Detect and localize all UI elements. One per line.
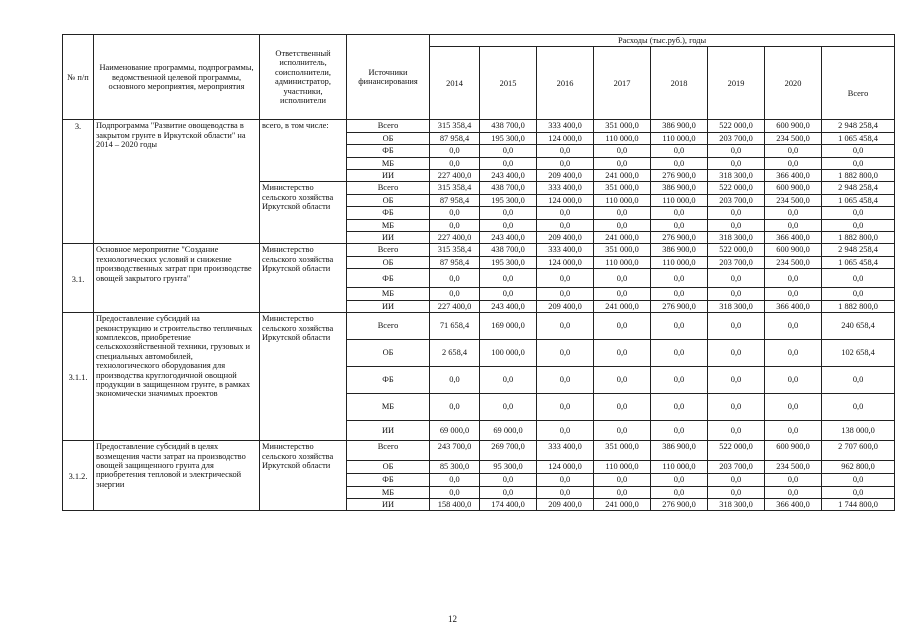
funding-source: МБ xyxy=(347,394,430,421)
cell-value: 0,0 xyxy=(594,313,651,340)
cell-total: 138 000,0 xyxy=(822,421,895,441)
cell-total: 0,0 xyxy=(822,367,895,394)
cell-value: 0,0 xyxy=(480,394,537,421)
cell-value: 0,0 xyxy=(594,207,651,219)
cell-value: 169 000,0 xyxy=(480,313,537,340)
cell-value: 0,0 xyxy=(651,207,708,219)
funding-source: ОБ xyxy=(347,340,430,367)
cell-value: 2 658,4 xyxy=(430,340,480,367)
header-responsible: Ответственный исполнитель, соисполнители, администратор, участники, исполнители xyxy=(260,35,347,120)
cell-value: 276 900,0 xyxy=(651,498,708,510)
cell-value: 87 958,4 xyxy=(430,256,480,268)
funding-source: ФБ xyxy=(347,474,430,486)
cell-value: 0,0 xyxy=(651,219,708,231)
cell-value: 95 300,0 xyxy=(480,461,537,474)
cell-value: 522 000,0 xyxy=(708,244,765,256)
funding-source: ФБ xyxy=(347,367,430,394)
cell-value: 0,0 xyxy=(708,421,765,441)
cell-value: 0,0 xyxy=(765,207,822,219)
cell-value: 0,0 xyxy=(430,145,480,157)
cell-value: 87 958,4 xyxy=(430,132,480,144)
cell-value: 0,0 xyxy=(708,145,765,157)
funding-source: ОБ xyxy=(347,461,430,474)
cell-value: 318 300,0 xyxy=(708,498,765,510)
cell-value: 0,0 xyxy=(594,157,651,169)
cell-value: 195 300,0 xyxy=(480,132,537,144)
header-total: Всего xyxy=(822,47,895,120)
table-row xyxy=(63,120,895,132)
cell-total: 0,0 xyxy=(822,269,895,288)
cell-value: 0,0 xyxy=(537,157,594,169)
cell-value: 203 700,0 xyxy=(708,256,765,268)
cell-value: 0,0 xyxy=(594,474,651,486)
cell-value: 351 000,0 xyxy=(594,182,651,194)
row-name: Подпрограмма "Развитие овощеводства в закрытом грунте в Иркутской области" на 2014 – 2020 годы xyxy=(94,120,260,244)
cell-value: 0,0 xyxy=(594,367,651,394)
funding-source: МБ xyxy=(347,486,430,498)
cell-value: 0,0 xyxy=(594,288,651,300)
cell-value: 234 500,0 xyxy=(765,132,822,144)
cell-value: 0,0 xyxy=(651,394,708,421)
cell-value: 0,0 xyxy=(708,269,765,288)
cell-total: 0,0 xyxy=(822,394,895,421)
cell-value: 0,0 xyxy=(480,486,537,498)
cell-value: 243 400,0 xyxy=(480,300,537,312)
row-code: 3.1.2. xyxy=(63,441,94,511)
funding-source: Всего xyxy=(347,244,430,256)
cell-value: 600 900,0 xyxy=(765,244,822,256)
cell-value: 69 000,0 xyxy=(430,421,480,441)
cell-value: 110 000,0 xyxy=(651,132,708,144)
cell-total: 2 948 258,4 xyxy=(822,244,895,256)
cell-value: 110 000,0 xyxy=(594,194,651,206)
cell-value: 0,0 xyxy=(708,340,765,367)
cell-value: 333 400,0 xyxy=(537,244,594,256)
cell-value: 0,0 xyxy=(537,145,594,157)
funding-source: ОБ xyxy=(347,194,430,206)
cell-value: 243 400,0 xyxy=(480,170,537,182)
cell-total: 0,0 xyxy=(822,219,895,231)
cell-value: 0,0 xyxy=(430,269,480,288)
cell-value: 0,0 xyxy=(430,474,480,486)
funding-source: ИИ xyxy=(347,421,430,441)
cell-value: 318 300,0 xyxy=(708,232,765,244)
cell-value: 0,0 xyxy=(708,313,765,340)
funding-source: ИИ xyxy=(347,170,430,182)
cell-value: 318 300,0 xyxy=(708,300,765,312)
cell-value: 0,0 xyxy=(537,340,594,367)
cell-value: 0,0 xyxy=(651,145,708,157)
cell-total: 240 658,4 xyxy=(822,313,895,340)
cell-value: 315 358,4 xyxy=(430,120,480,132)
cell-value: 110 000,0 xyxy=(651,461,708,474)
cell-value: 0,0 xyxy=(765,288,822,300)
cell-value: 0,0 xyxy=(708,157,765,169)
table-body xyxy=(63,120,895,511)
cell-total: 1 882 800,0 xyxy=(822,232,895,244)
cell-total: 2 948 258,4 xyxy=(822,120,895,132)
expenses-table xyxy=(62,34,895,511)
cell-value: 227 400,0 xyxy=(430,232,480,244)
cell-value: 110 000,0 xyxy=(594,256,651,268)
row-responsible: Министерство сельского хозяйства Иркутской области xyxy=(260,313,347,441)
cell-value: 0,0 xyxy=(537,421,594,441)
header-expenses: Расходы (тыс.руб.), годы xyxy=(430,35,895,47)
cell-value: 209 400,0 xyxy=(537,232,594,244)
header-year: 2020 xyxy=(765,47,822,120)
cell-value: 0,0 xyxy=(651,367,708,394)
cell-value: 0,0 xyxy=(651,157,708,169)
cell-value: 0,0 xyxy=(537,288,594,300)
header-year: 2018 xyxy=(651,47,708,120)
cell-value: 0,0 xyxy=(765,157,822,169)
row-name: Основное мероприятие "Создание технологических условий и снижение производственных затрат при производстве овощей закрытого грунта" xyxy=(94,244,260,313)
cell-total: 1 744 800,0 xyxy=(822,498,895,510)
cell-value: 522 000,0 xyxy=(708,120,765,132)
cell-value: 234 500,0 xyxy=(765,461,822,474)
funding-source: ИИ xyxy=(347,498,430,510)
cell-total: 1 882 800,0 xyxy=(822,170,895,182)
cell-total: 1 065 458,4 xyxy=(822,256,895,268)
cell-value: 0,0 xyxy=(430,288,480,300)
cell-value: 0,0 xyxy=(430,157,480,169)
cell-value: 600 900,0 xyxy=(765,441,822,461)
cell-value: 203 700,0 xyxy=(708,132,765,144)
cell-value: 124 000,0 xyxy=(537,132,594,144)
cell-value: 209 400,0 xyxy=(537,498,594,510)
cell-value: 438 700,0 xyxy=(480,244,537,256)
cell-value: 174 400,0 xyxy=(480,498,537,510)
funding-source: ОБ xyxy=(347,256,430,268)
cell-value: 333 400,0 xyxy=(537,182,594,194)
cell-value: 209 400,0 xyxy=(537,300,594,312)
table-header xyxy=(63,35,895,120)
cell-value: 243 700,0 xyxy=(430,441,480,461)
cell-total: 962 800,0 xyxy=(822,461,895,474)
cell-value: 110 000,0 xyxy=(651,194,708,206)
cell-value: 0,0 xyxy=(708,207,765,219)
table-row xyxy=(63,244,895,256)
cell-value: 0,0 xyxy=(708,219,765,231)
cell-value: 209 400,0 xyxy=(537,170,594,182)
cell-value: 69 000,0 xyxy=(480,421,537,441)
cell-value: 85 300,0 xyxy=(430,461,480,474)
cell-value: 0,0 xyxy=(430,207,480,219)
cell-value: 0,0 xyxy=(480,145,537,157)
cell-value: 241 000,0 xyxy=(594,498,651,510)
cell-total: 2 707 600,0 xyxy=(822,441,895,461)
cell-value: 386 900,0 xyxy=(651,120,708,132)
funding-source: МБ xyxy=(347,288,430,300)
cell-value: 0,0 xyxy=(480,367,537,394)
cell-value: 0,0 xyxy=(651,313,708,340)
cell-value: 276 900,0 xyxy=(651,300,708,312)
table-row xyxy=(63,441,895,461)
cell-value: 0,0 xyxy=(651,474,708,486)
cell-value: 124 000,0 xyxy=(537,461,594,474)
cell-value: 0,0 xyxy=(594,421,651,441)
cell-value: 241 000,0 xyxy=(594,300,651,312)
cell-value: 276 900,0 xyxy=(651,170,708,182)
funding-source: ФБ xyxy=(347,207,430,219)
cell-value: 0,0 xyxy=(430,486,480,498)
cell-value: 351 000,0 xyxy=(594,120,651,132)
cell-total: 0,0 xyxy=(822,474,895,486)
cell-total: 102 658,4 xyxy=(822,340,895,367)
cell-value: 386 900,0 xyxy=(651,244,708,256)
cell-value: 0,0 xyxy=(765,474,822,486)
cell-value: 241 000,0 xyxy=(594,232,651,244)
document-sheet xyxy=(62,34,894,511)
cell-value: 333 400,0 xyxy=(537,120,594,132)
cell-value: 351 000,0 xyxy=(594,244,651,256)
cell-value: 195 300,0 xyxy=(480,256,537,268)
cell-value: 71 658,4 xyxy=(430,313,480,340)
cell-value: 366 400,0 xyxy=(765,232,822,244)
cell-value: 0,0 xyxy=(594,269,651,288)
cell-value: 438 700,0 xyxy=(480,182,537,194)
cell-value: 203 700,0 xyxy=(708,461,765,474)
cell-total: 0,0 xyxy=(822,157,895,169)
funding-source: Всего xyxy=(347,120,430,132)
cell-value: 0,0 xyxy=(651,421,708,441)
cell-value: 0,0 xyxy=(708,288,765,300)
cell-value: 600 900,0 xyxy=(765,182,822,194)
row-code: 3.1.1. xyxy=(63,313,94,441)
cell-value: 0,0 xyxy=(708,486,765,498)
header-sources: Источники финансирования xyxy=(347,35,430,120)
row-code: 3.1. xyxy=(63,244,94,313)
cell-value: 203 700,0 xyxy=(708,194,765,206)
cell-value: 0,0 xyxy=(708,394,765,421)
cell-value: 318 300,0 xyxy=(708,170,765,182)
page-number: 12 xyxy=(448,614,457,624)
funding-source: ФБ xyxy=(347,145,430,157)
cell-value: 386 900,0 xyxy=(651,441,708,461)
cell-value: 110 000,0 xyxy=(651,256,708,268)
cell-value: 110 000,0 xyxy=(594,461,651,474)
cell-value: 315 358,4 xyxy=(430,182,480,194)
cell-value: 0,0 xyxy=(537,219,594,231)
header-year: 2015 xyxy=(480,47,537,120)
cell-value: 100 000,0 xyxy=(480,340,537,367)
row-responsible: всего, в том числе: xyxy=(260,120,347,182)
cell-value: 0,0 xyxy=(594,394,651,421)
cell-total: 0,0 xyxy=(822,145,895,157)
cell-total: 1 065 458,4 xyxy=(822,132,895,144)
cell-value: 0,0 xyxy=(651,486,708,498)
cell-value: 0,0 xyxy=(430,394,480,421)
funding-source: Всего xyxy=(347,182,430,194)
cell-value: 227 400,0 xyxy=(430,170,480,182)
cell-value: 124 000,0 xyxy=(537,256,594,268)
cell-value: 0,0 xyxy=(594,486,651,498)
header-name: Наименование программы, подпрограммы, ведомственной целевой программы, основного мероприятия, мероприятия xyxy=(94,35,260,120)
funding-source: МБ xyxy=(347,157,430,169)
cell-value: 0,0 xyxy=(537,474,594,486)
table-row xyxy=(63,313,895,340)
row-name: Предоставление субсидий в целях возмещения части затрат на производство овощей защищенного грунта для приобретения тепловой и электрической энергии xyxy=(94,441,260,511)
cell-value: 0,0 xyxy=(765,269,822,288)
cell-value: 366 400,0 xyxy=(765,498,822,510)
cell-value: 243 400,0 xyxy=(480,232,537,244)
cell-value: 0,0 xyxy=(430,219,480,231)
cell-value: 0,0 xyxy=(651,288,708,300)
cell-value: 0,0 xyxy=(765,313,822,340)
funding-source: ФБ xyxy=(347,269,430,288)
cell-value: 0,0 xyxy=(765,367,822,394)
cell-value: 0,0 xyxy=(480,474,537,486)
cell-value: 110 000,0 xyxy=(594,132,651,144)
cell-total: 0,0 xyxy=(822,486,895,498)
header-year: 2017 xyxy=(594,47,651,120)
cell-value: 276 900,0 xyxy=(651,232,708,244)
cell-value: 269 700,0 xyxy=(480,441,537,461)
cell-value: 366 400,0 xyxy=(765,300,822,312)
cell-value: 0,0 xyxy=(480,269,537,288)
cell-value: 0,0 xyxy=(765,486,822,498)
cell-value: 0,0 xyxy=(480,219,537,231)
cell-value: 0,0 xyxy=(480,207,537,219)
cell-value: 0,0 xyxy=(537,313,594,340)
funding-source: Всего xyxy=(347,441,430,461)
cell-total: 1 882 800,0 xyxy=(822,300,895,312)
row-name: Предоставление субсидий на реконструкцию и строительство тепличных комплексов, приобретение сельскохозяйственной техники, грузовых и специальных автомобилей, технологического оборудования для производства круглогодичной овощной продукции в защищенном грунте, в рамках экономически значимых проектов xyxy=(94,313,260,441)
cell-value: 158 400,0 xyxy=(430,498,480,510)
funding-source: Всего xyxy=(347,313,430,340)
header-year: 2016 xyxy=(537,47,594,120)
cell-value: 124 000,0 xyxy=(537,194,594,206)
row-responsible: Министерство сельского хозяйства Иркутской области xyxy=(260,441,347,511)
cell-value: 0,0 xyxy=(765,145,822,157)
cell-value: 0,0 xyxy=(537,269,594,288)
cell-value: 0,0 xyxy=(765,340,822,367)
cell-value: 0,0 xyxy=(651,269,708,288)
cell-value: 227 400,0 xyxy=(430,300,480,312)
cell-value: 315 358,4 xyxy=(430,244,480,256)
cell-total: 0,0 xyxy=(822,288,895,300)
cell-value: 522 000,0 xyxy=(708,182,765,194)
funding-source: ОБ xyxy=(347,132,430,144)
cell-value: 0,0 xyxy=(765,394,822,421)
cell-value: 386 900,0 xyxy=(651,182,708,194)
cell-value: 522 000,0 xyxy=(708,441,765,461)
cell-value: 195 300,0 xyxy=(480,194,537,206)
cell-value: 0,0 xyxy=(480,288,537,300)
cell-value: 0,0 xyxy=(537,367,594,394)
funding-source: ИИ xyxy=(347,232,430,244)
cell-value: 0,0 xyxy=(537,394,594,421)
cell-value: 600 900,0 xyxy=(765,120,822,132)
cell-value: 0,0 xyxy=(594,219,651,231)
cell-value: 0,0 xyxy=(708,367,765,394)
cell-total: 2 948 258,4 xyxy=(822,182,895,194)
cell-value: 438 700,0 xyxy=(480,120,537,132)
cell-value: 87 958,4 xyxy=(430,194,480,206)
cell-value: 366 400,0 xyxy=(765,170,822,182)
funding-source: ИИ xyxy=(347,300,430,312)
cell-value: 0,0 xyxy=(765,219,822,231)
cell-value: 0,0 xyxy=(594,340,651,367)
funding-source: МБ xyxy=(347,219,430,231)
cell-total: 1 065 458,4 xyxy=(822,194,895,206)
cell-value: 234 500,0 xyxy=(765,256,822,268)
row-responsible: Министерство сельского хозяйства Иркутской области xyxy=(260,244,347,313)
cell-value: 0,0 xyxy=(480,157,537,169)
header-year: 2014 xyxy=(430,47,480,120)
cell-value: 0,0 xyxy=(594,145,651,157)
row-code: 3. xyxy=(63,120,94,244)
cell-value: 0,0 xyxy=(537,207,594,219)
cell-value: 0,0 xyxy=(765,421,822,441)
cell-value: 0,0 xyxy=(708,474,765,486)
cell-value: 351 000,0 xyxy=(594,441,651,461)
cell-value: 333 400,0 xyxy=(537,441,594,461)
cell-total: 0,0 xyxy=(822,207,895,219)
cell-value: 0,0 xyxy=(537,486,594,498)
cell-value: 241 000,0 xyxy=(594,170,651,182)
cell-value: 234 500,0 xyxy=(765,194,822,206)
cell-value: 0,0 xyxy=(430,367,480,394)
header-num: № п/п xyxy=(63,35,94,120)
row-responsible: Министерство сельского хозяйства Иркутской области xyxy=(260,182,347,244)
cell-value: 0,0 xyxy=(651,340,708,367)
header-year: 2019 xyxy=(708,47,765,120)
